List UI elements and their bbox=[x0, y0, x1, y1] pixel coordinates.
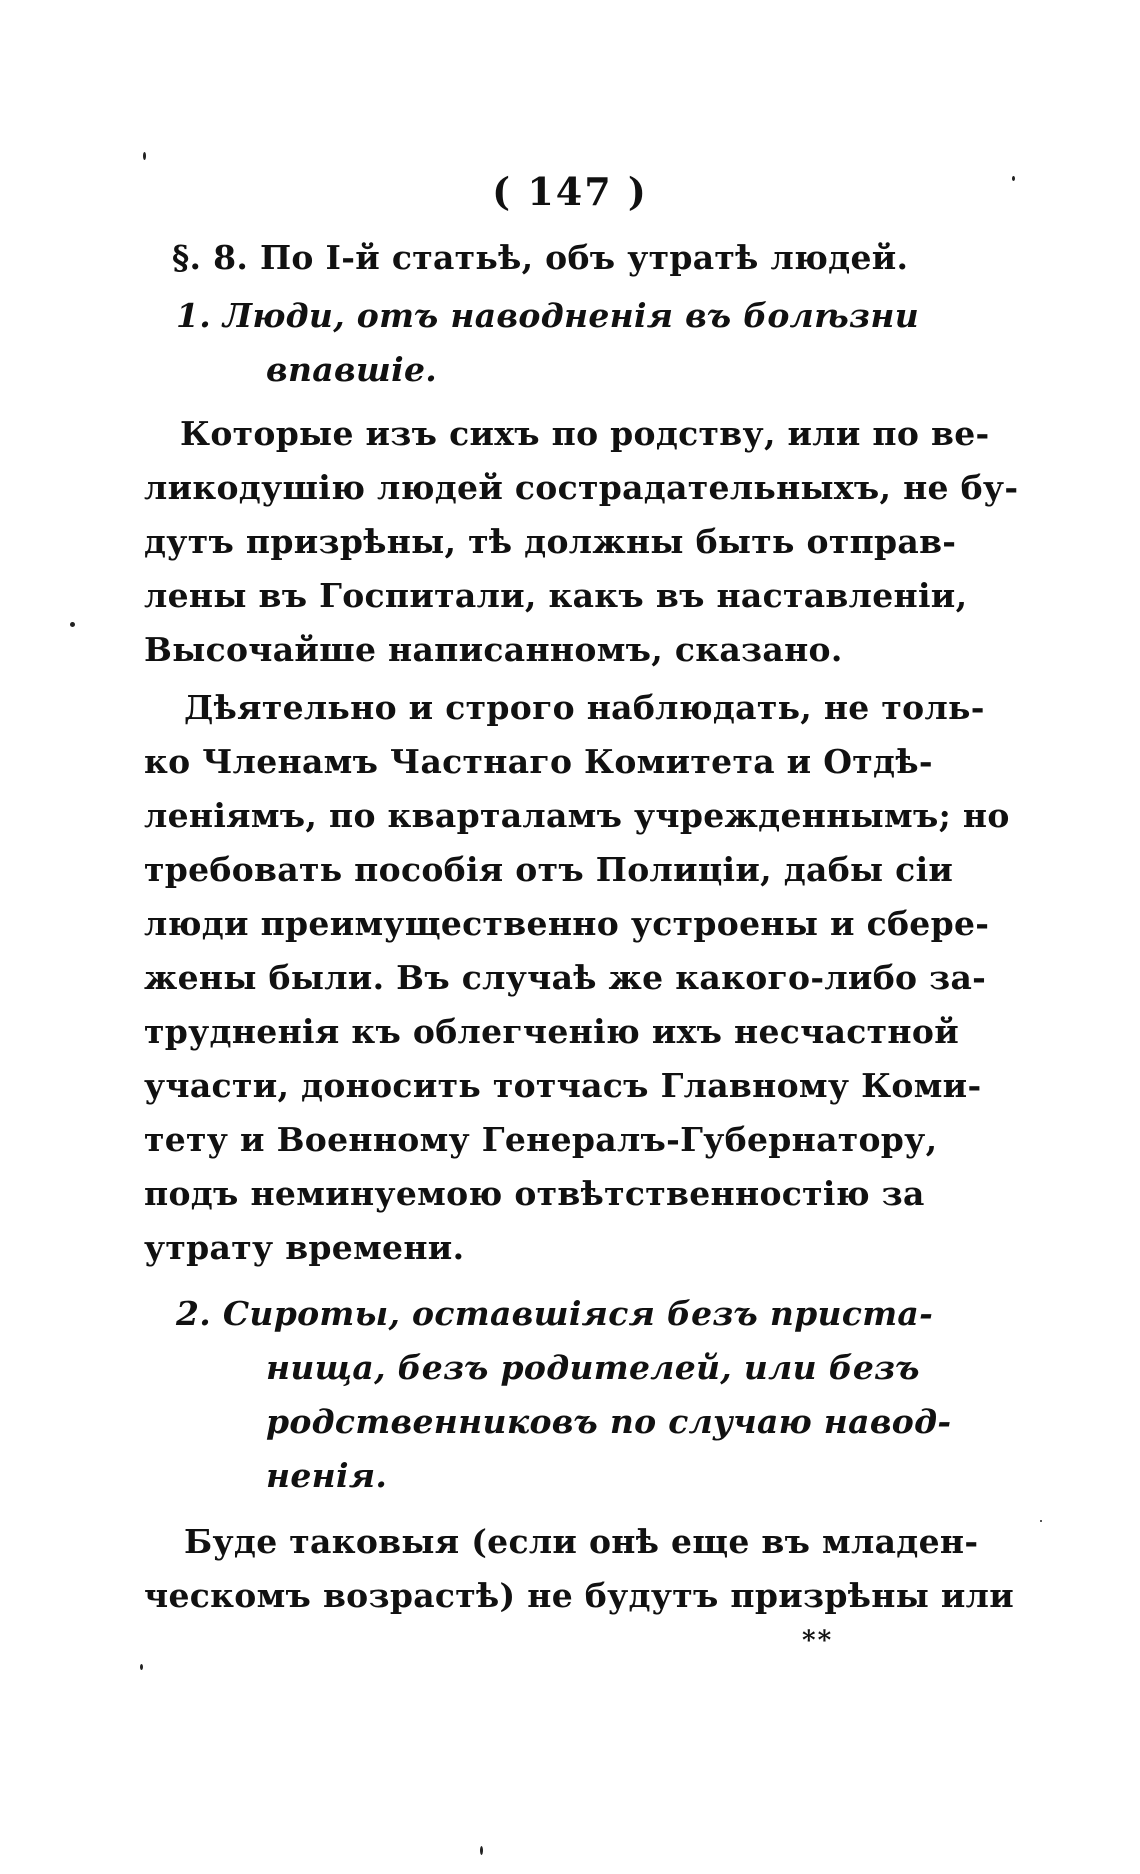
item2-title-line-3: родственниковъ по случаю навод- bbox=[266, 1402, 952, 1441]
paragraph2-line-3: леніямъ, по кварталамъ учрежденнымъ; но bbox=[144, 796, 1010, 835]
section-heading: §. 8. По I-й статьѣ, объ утратѣ людей. bbox=[172, 238, 909, 277]
paragraph3-line-2: ческомъ возрастѣ) не будутъ призрѣны или bbox=[144, 1576, 1014, 1615]
paragraph2-line-10: подъ неминуемою отвѣтственностію за bbox=[144, 1174, 925, 1213]
paragraph2-line-9: тету и Военному Генералъ-Губернатору, bbox=[144, 1120, 938, 1159]
paragraph2-line-1: Дѣятельно и строго наблюдать, не толь- bbox=[184, 688, 985, 727]
item2-title-line-2: нища, безъ родителей, или безъ bbox=[266, 1348, 920, 1387]
paragraph2-line-5: люди преимущественно устроены и сбере- bbox=[144, 904, 990, 943]
item1-title-line-1: 1. Люди, отъ наводненія въ болѣзни bbox=[176, 296, 920, 335]
item1-title-line-2: впавшіе. bbox=[266, 350, 438, 389]
print-speck bbox=[140, 1664, 143, 1670]
print-speck bbox=[70, 622, 75, 627]
print-speck bbox=[480, 1846, 483, 1855]
print-speck bbox=[1012, 176, 1015, 181]
paragraph2-line-2: ко Членамъ Частнаго Комитета и Отдѣ- bbox=[144, 742, 933, 781]
paragraph1-line-1: Которые изъ сихъ по родству, или по ве- bbox=[180, 414, 990, 453]
paragraph1-line-2: ликодушію людей сострадательныхъ, не бу- bbox=[144, 468, 1019, 507]
paragraph1-line-5: Высочайше написанномъ, сказано. bbox=[144, 630, 843, 669]
signature-mark: ** bbox=[802, 1626, 834, 1656]
paragraph3-line-1: Буде таковыя (если онѣ еще въ младен- bbox=[184, 1522, 979, 1561]
item2-title-line-1: 2. Сироты, оставшіяся безъ приста- bbox=[176, 1294, 934, 1333]
paragraph2-line-11: утрату времени. bbox=[144, 1228, 465, 1267]
paragraph2-line-6: жены были. Въ случаѣ же какого-либо за- bbox=[144, 958, 987, 997]
item2-title-line-4: ненія. bbox=[266, 1456, 388, 1495]
paragraph1-line-3: дутъ призрѣны, тѣ должны быть отправ- bbox=[144, 522, 957, 561]
paragraph2-line-7: трудненія къ облегченію ихъ несчастной bbox=[144, 1012, 959, 1051]
paragraph2-line-8: участи, доносить тотчасъ Главному Коми- bbox=[144, 1066, 982, 1105]
page-number: ( 147 ) bbox=[492, 169, 648, 214]
print-speck bbox=[1040, 1520, 1042, 1522]
paragraph2-line-4: требовать пособія отъ Полиціи, дабы сіи bbox=[144, 850, 954, 889]
print-speck bbox=[143, 152, 146, 160]
paragraph1-line-4: лены въ Госпитали, какъ въ наставленіи, bbox=[144, 576, 968, 615]
